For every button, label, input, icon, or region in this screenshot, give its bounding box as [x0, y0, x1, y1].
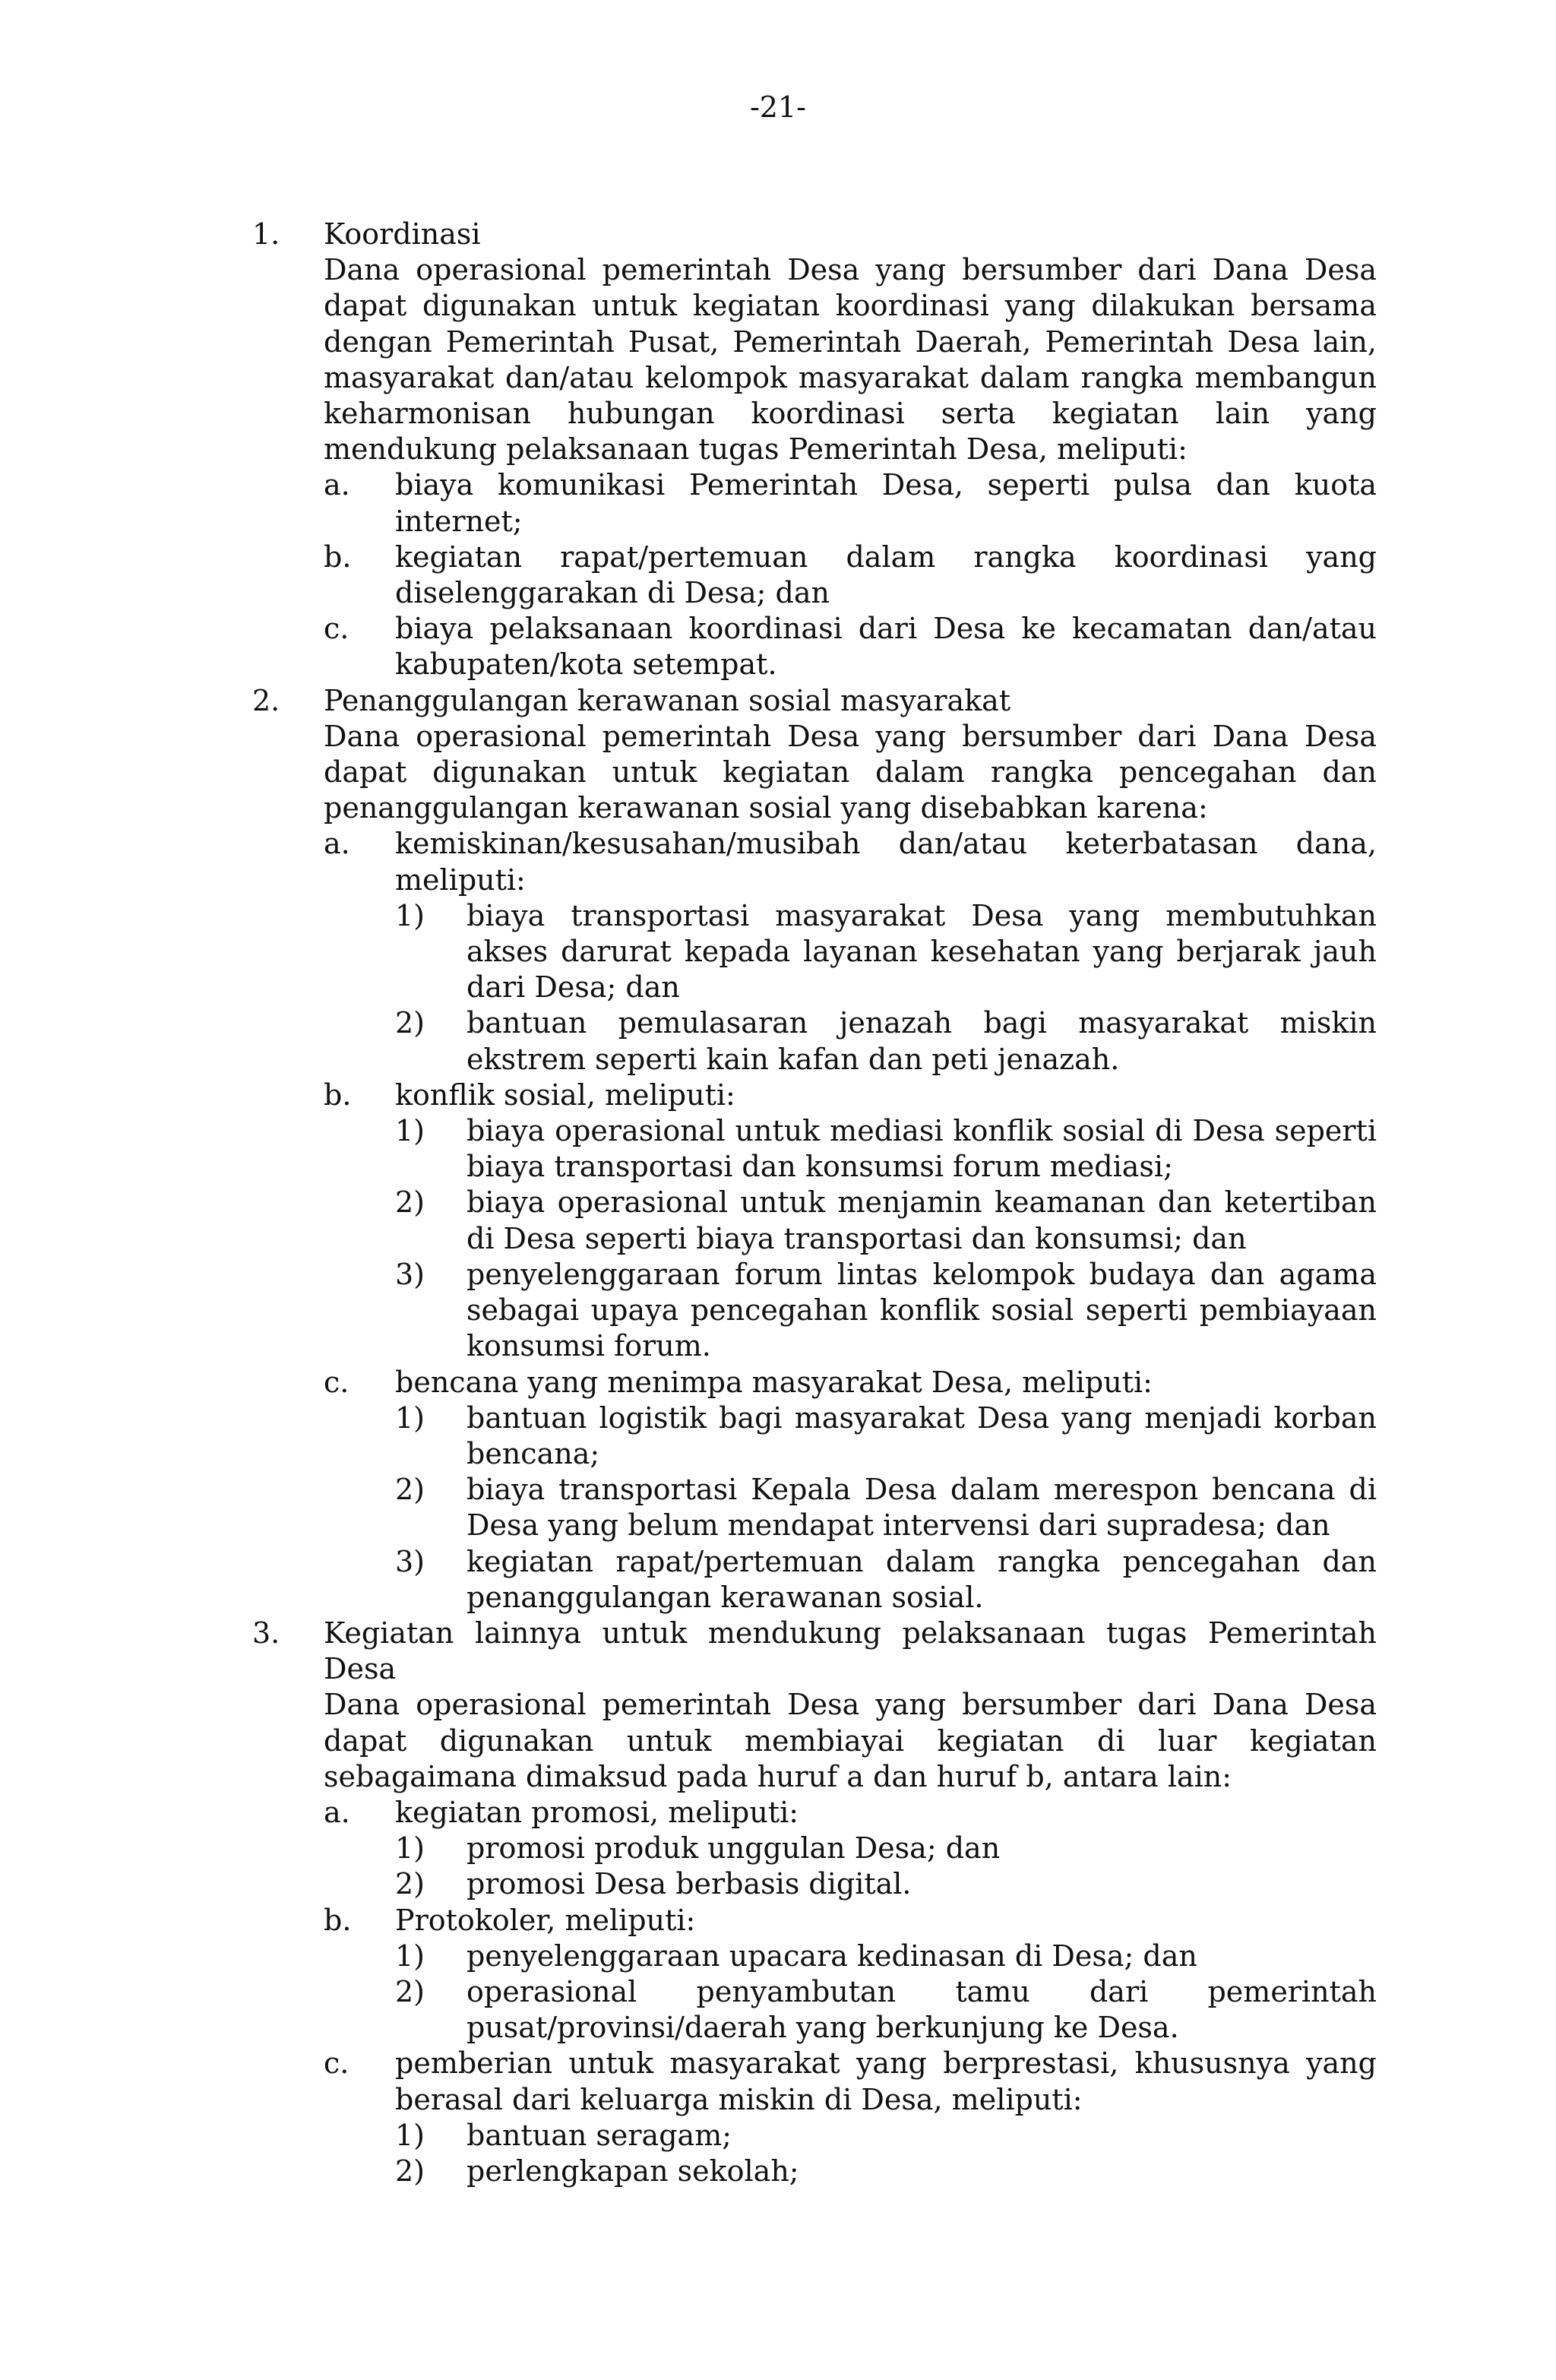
list-item — [324, 467, 1377, 539]
document-body — [252, 217, 1377, 2189]
list-item — [324, 1078, 1377, 1365]
section-title: Kegiatan lainnya untuk mendukung pelaksanaan tugas Pemerintah Desa — [324, 1616, 1377, 1686]
sub-list-item — [395, 1005, 1377, 1077]
sub-list-item — [395, 1257, 1377, 1365]
item-letter: b. — [324, 540, 352, 574]
subitem-number: 2) — [395, 1185, 425, 1220]
section-number: 3. — [252, 1616, 280, 1650]
subitem-text: biaya transportasi Kepala Desa dalam merespon bencana di Desa yang belum mendapat intervensi dari supradesa; dan — [466, 1473, 1377, 1543]
subitem-text: penyelenggaraan upacara kedinasan di Desa; dan — [466, 1938, 1197, 1973]
subitem-number: 1) — [395, 1938, 425, 1973]
sub-list-item — [395, 898, 1377, 1006]
item-letter: a. — [324, 827, 350, 861]
section-intro: Dana operasional pemerintah Desa yang bersumber dari Dana Desa dapat digunakan untuk membiayai kegiatan di luar kegiatan sebagaimana dimaksud pada huruf a dan huruf b, antara lain: — [324, 1688, 1377, 1793]
subitem-number: 2) — [395, 1867, 425, 1901]
subitem-number: 1) — [395, 1831, 425, 1866]
subitem-number: 3) — [395, 1544, 425, 1578]
page-number: -21- — [749, 90, 807, 124]
subitem-number: 1) — [395, 1400, 425, 1435]
list-item — [324, 826, 1377, 1077]
list-item — [324, 1795, 1377, 1903]
subitem-text: bantuan pemulasaran jenazah bagi masyarakat miskin ekstrem seperti kain kafan dan peti jenazah. — [466, 1006, 1377, 1076]
subitem-number: 2) — [395, 2154, 425, 2188]
item-text: kemiskinan/kesusahan/musibah dan/atau keterbatasan dana, meliputi: — [395, 827, 1377, 897]
subitem-number: 2) — [395, 1974, 425, 2008]
list-item — [324, 611, 1377, 682]
sub-list-item — [395, 1472, 1377, 1543]
item-letter: c. — [324, 1365, 349, 1399]
section-number: 1. — [252, 217, 280, 251]
sub-list-item — [395, 1831, 1377, 1866]
subitem-text: kegiatan rapat/pertemuan dalam rangka pencegahan dan penanggulangan kerawanan sosial. — [466, 1544, 1377, 1614]
section-penanggulangan — [252, 683, 1377, 1616]
list-item — [324, 1365, 1377, 1616]
item-text: biaya komunikasi Pemerintah Desa, seperti pulsa dan kuota internet; — [395, 468, 1377, 538]
subitem-text: biaya operasional untuk menjamin keamanan dan ketertiban di Desa seperti biaya transportasi dan konsumsi; dan — [466, 1185, 1377, 1255]
item-text: bencana yang menimpa masyarakat Desa, meliputi: — [395, 1365, 1153, 1399]
subitem-number: 1) — [395, 1114, 425, 1148]
subitem-text: promosi produk unggulan Desa; dan — [466, 1831, 1001, 1866]
item-letter: a. — [324, 1795, 350, 1829]
subitem-text: penyelenggaraan forum lintas kelompok budaya dan agama sebagai upaya pencegahan konflik sosial seperti pembiayaan konsumsi forum. — [466, 1257, 1377, 1363]
subitem-number: 2) — [395, 1473, 425, 1507]
item-text: kegiatan promosi, meliputi: — [395, 1795, 799, 1829]
section-number: 2. — [252, 683, 280, 717]
sub-list-item — [395, 1544, 1377, 1616]
sub-list-item — [395, 1113, 1377, 1185]
section-koordinasi — [252, 217, 1377, 683]
item-letter: a. — [324, 468, 350, 502]
sub-list-item — [395, 1866, 1377, 1902]
section-title: Penanggulangan kerawanan sosial masyarakat — [324, 683, 1011, 717]
sub-list-item — [395, 1400, 1377, 1472]
item-letter: c. — [324, 612, 349, 646]
sub-list-item — [395, 2118, 1377, 2154]
section-title: Koordinasi — [324, 217, 481, 251]
item-text: pemberian untuk masyarakat yang berprestasi, khususnya yang berasal dari keluarga miskin di Desa, meliputi: — [395, 2046, 1377, 2116]
list-item — [324, 1903, 1377, 2046]
subitem-text: bantuan logistik bagi masyarakat Desa yang menjadi korban bencana; — [466, 1400, 1377, 1470]
section-kegiatan-lainnya — [252, 1616, 1377, 2189]
section-intro: Dana operasional pemerintah Desa yang bersumber dari Dana Desa dapat digunakan untuk kegiatan dalam rangka pencegahan dan penanggulangan kerawanan sosial yang disebabkan karena: — [324, 719, 1377, 825]
subitem-text: perlengkapan sekolah; — [466, 2154, 799, 2188]
subitem-text: bantuan seragam; — [466, 2118, 732, 2152]
item-text: konflik sosial, meliputi: — [395, 1078, 735, 1112]
item-letter: c. — [324, 2046, 349, 2081]
sub-list-item — [395, 1974, 1377, 2046]
item-text: kegiatan rapat/pertemuan dalam rangka koordinasi yang diselenggarakan di Desa; dan — [395, 540, 1377, 610]
subitem-number: 3) — [395, 1257, 425, 1291]
sub-list-item — [395, 1185, 1377, 1256]
subitem-number: 1) — [395, 898, 425, 932]
subitem-number: 1) — [395, 2118, 425, 2152]
sub-list-item — [395, 2154, 1377, 2189]
subitem-number: 2) — [395, 1006, 425, 1040]
item-letter: b. — [324, 1903, 352, 1937]
item-text: biaya pelaksanaan koordinasi dari Desa ke kecamatan dan/atau kabupaten/kota setempat. — [395, 612, 1377, 682]
item-letter: b. — [324, 1078, 352, 1112]
subitem-text: operasional penyambutan tamu dari pemerintah pusat/provinsi/daerah yang berkunjung ke Desa. — [466, 1974, 1377, 2045]
item-text: Protokoler, meliputi: — [395, 1903, 696, 1937]
list-item — [324, 2046, 1377, 2189]
subitem-text: biaya operasional untuk mediasi konflik sosial di Desa seperti biaya transportasi dan konsumsi forum mediasi; — [466, 1114, 1377, 1184]
sub-list-item — [395, 1938, 1377, 1974]
section-intro: Dana operasional pemerintah Desa yang bersumber dari Dana Desa dapat digunakan untuk kegiatan koordinasi yang dilakukan bersama dengan Pemerintah Pusat, Pemerintah Daerah, Pemerintah Desa lain, masyarakat dan/atau kelompok masyarakat dalam rangka membangun keharmonisan hubungan koordinasi serta kegiatan lain yang mendukung pelaksanaan tugas Pemerintah Desa, meliputi: — [324, 253, 1377, 467]
list-item — [324, 540, 1377, 611]
subitem-text: promosi Desa berbasis digital. — [466, 1867, 912, 1901]
subitem-text: biaya transportasi masyarakat Desa yang membutuhkan akses darurat kepada layanan kesehatan yang berjarak jauh dari Desa; dan — [466, 898, 1377, 1005]
